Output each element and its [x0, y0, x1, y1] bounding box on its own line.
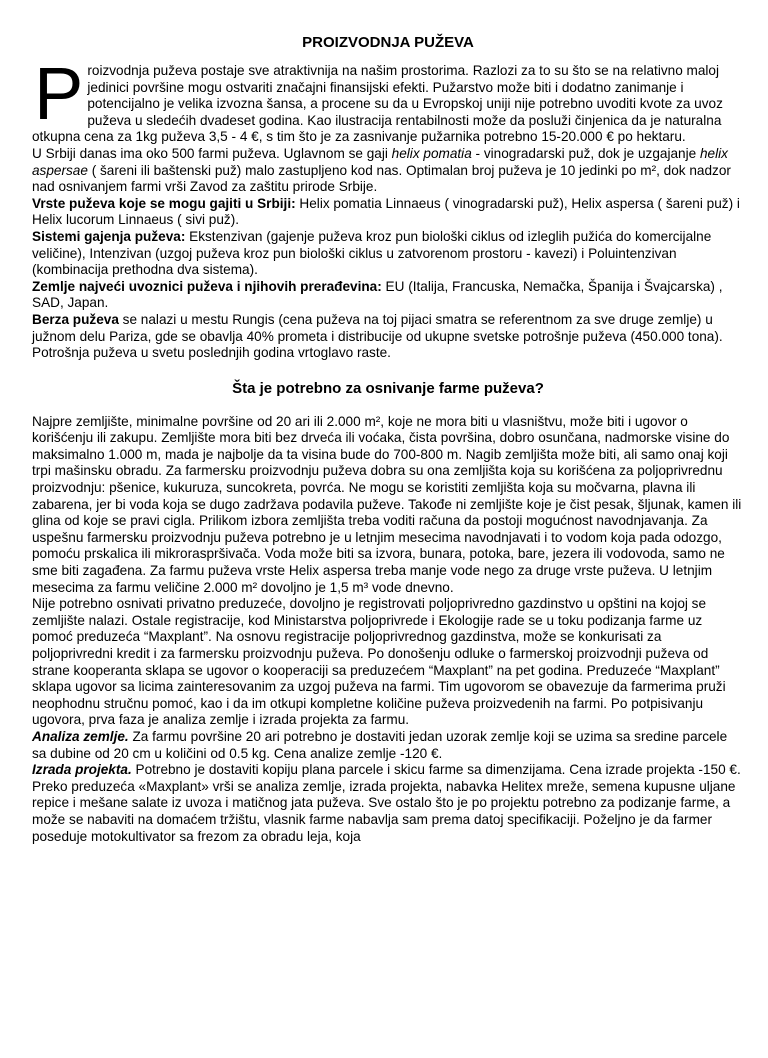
maxplant-paragraph: Preko preduzeća «Maxplant» vrši se analiza zemlje, izrada projekta, nabavka Helitex mreže, semena kupusne uljane repice i mešane salate iz uvoza i matičnog jata puževa. Sve ostalo što je po projektu potrebno za podizanje farme, a može se nabaviti na domaćem tržištu, vlasnik farme nabavlja sam prema datoj specifikaciji. Poželjno je da farmer poseduje motokultivator sa frezom za obradu leja, koja	[32, 778, 736, 844]
importers-paragraph	[32, 279, 744, 312]
project-label: Izrada projekta.	[32, 762, 132, 778]
soil-analysis-paragraph	[32, 729, 744, 762]
section-heading: Šta je potrebno za osnivanje farme puževa?	[232, 379, 544, 397]
soil-analysis-text: Za farmu površine 20 ari potrebno je dostaviti jedan uzorak zemlje koji se uzima sa sredine parcele sa dubine od 20 cm u količini od 0.5 kg. Cena analize zemlje -120 €.	[32, 728, 728, 761]
drop-cap-letter: P	[34, 52, 84, 135]
species-text: Helix pomatia Linnaeus ( vinogradarski puž), Helix aspersa ( šareni puž) i Helix lucorum Linnaeus ( sivi puž).	[32, 195, 740, 228]
exchange-paragraph	[32, 312, 744, 362]
systems-text: Ekstenzivan (gajenje puževa kroz pun biološki ciklus od izleglih pužića do komercijalne veličine), Intenzivan (uzgoj puževa kroz pun biološki ciklus u zatvorenom prostoru - kavezi) i Poluintenzivan (kombinacija prethodna dva sistema).	[32, 228, 712, 278]
land-paragraph: Najpre zemljište, minimalne površine od 20 ari ili 2.000 m², koje ne mora biti u vlasništvu, može biti i ugovor o korišćenju ili zakupu. Zemljište mora biti bez drveća ili voćaka, čista površina, dobro osunčana, nadmorske visine do maksimalno 1.000 m, mada je najbolje da ta visina bude do 700-800 m. Nagib zemljišta može biti, ali samo onaj koji trpi mašinsku obradu. Za farmersku proizvodnju puževa dobra su ona zemljišta koja su korišćena za poljoprivrednu proizvodnju: pšenice, kukuruza, suncokreta, povrća. Ne mogu se koristiti zemljišta koja su močvarna, plavna ili zabarena, jer bi voda koja se dugo zadržava podavila puževe. Takođe ni zemljište koje je čist pesak, šljunak, kamen ili glina od koje se pravi cigla. Prilikom izbora zemljišta treba voditi računa da postoji mogućnost navodnjavanja. Za uspešnu farmersku proizvodnju puževa potrebno je u letnjim mesecima navodnjavati i to vodom koja pada odozgo, pomoću prskalica ili mikroraspršivača. Voda može biti sa izvora, bunara, potoka, bare, jezera ili vodovoda, samo ne sme biti zagađena. Za farmu puževa vrste Helix aspersa treba manje vode nego za druge vrste puževa. U letnjim mesecima za farmu veličine 2.000 m² dovoljno je 1,5 m³ vode dnevno.	[32, 413, 742, 595]
exchange-text: se nalazi u mestu Rungis (cena puževa na toj pijaci smatra se referentnom za sve druge zemlje) u južnom delu Pariza, gde se obavlja 40% prometa i distribucije od ukupne svetske potrošnje puževa (450.000 tona). Potrošnja puževa u svetu poslednjih godina vrtoglavo raste.	[32, 311, 723, 361]
soil-analysis-label: Analiza zemlje.	[32, 728, 129, 744]
exchange-label: Berza puževa	[32, 311, 119, 327]
species-name-pomatia: helix pomatia	[391, 145, 472, 161]
systems-paragraph	[32, 229, 744, 279]
registration-paragraph: Nije potrebno osnivati privatno preduzeće, dovoljno je registrovati poljoprivredno gazdinstvo u opštini na kojoj se zemljište nalazi. Ostale registracije, kod Ministarstva poljoprivrede i Ekologije rade se u toku podizanja farme uz pomoć preduzeća “Maxplant”. Na osnovu registracije poljoprivrednog gazdinstva, može se konkurisati za poljoprivredni kredit i za farmersku proizvodnju puževa. Po donošenju odluke o farmerskoj proizvodnji puževa od strane kooperanta sklapa se ugovor o kooperaciji sa preduzećem “Maxplant” na pet godina. Preduzeće “Maxplant” sklapa ugovor sa licima zainteresovanim za uzgoj puževa na farmi. Tim ugovorom se obavezuje da farmerima pruži neophodnu stručnu pomoć, kao i da im otkupi kompletne količine puževa proizvedenih na farmi. Po potpisivanju ugovora, prva faza je analiza zemlje i izrada projekta za farmu.	[32, 596, 726, 728]
serbia-text-2: - vinogradarski puž, dok je uzgajanje	[471, 145, 700, 161]
importers-label: Zemlje najveći uvoznici puževa i njihovih prerađevina:	[32, 278, 382, 294]
importers-text: EU (Italija, Francuska, Nemačka, Španija i Švajcarska) , SAD, Japan.	[32, 278, 723, 311]
serbia-text-1: U Srbiji danas ima oko 500 farmi puževa. Uglavnom se gaji	[32, 145, 392, 161]
species-name-aspersae: helix aspersae	[32, 145, 728, 178]
project-paragraph	[32, 762, 744, 779]
species-paragraph	[32, 196, 744, 229]
intro-text: roizvodnja puževa postaje sve atraktivnija na našim prostorima. Razlozi za to su što se na relativno maloj jedinici površine mogu ostvariti značajni finansijski efekti. Pužarstvo može biti i dodatno zanimanje i potencijalno je velika izvozna šansa, a procene su da u Evropskoj uniji nije potrebno uvoditi kvote za uvoz puževa u sledećih dvadeset godina. Kao ilustracija rentabilnosti može da posluži činjenica da je naturalna otkupna cena za 1kg puževa 3,5 - 4 €, s tim što je za zasnivanje pužarnika potrebno 15-20.000 € po hektaru.	[32, 63, 723, 145]
systems-label: Sistemi gajenja puževa:	[32, 228, 186, 244]
species-label: Vrste puževa koje se mogu gajiti u Srbiji:	[32, 195, 296, 211]
intro-paragraph	[32, 52, 744, 146]
project-text: Potrebno je dostaviti kopiju plana parcele i skicu farme sa dimenzijama. Cena izrade projekta -150 €.	[131, 762, 741, 778]
document-title: PROIZVODNJA PUŽEVA	[302, 34, 474, 51]
serbia-paragraph	[32, 146, 744, 196]
serbia-text-3: ( šareni ili baštenski puž) malo zastupljeno kod nas. Optimalan broj puževa je 10 jedinki po m², dok nadzor nad osnivanjem farmi vrši Zavod za zaštitu prirode Srbije.	[32, 162, 731, 195]
